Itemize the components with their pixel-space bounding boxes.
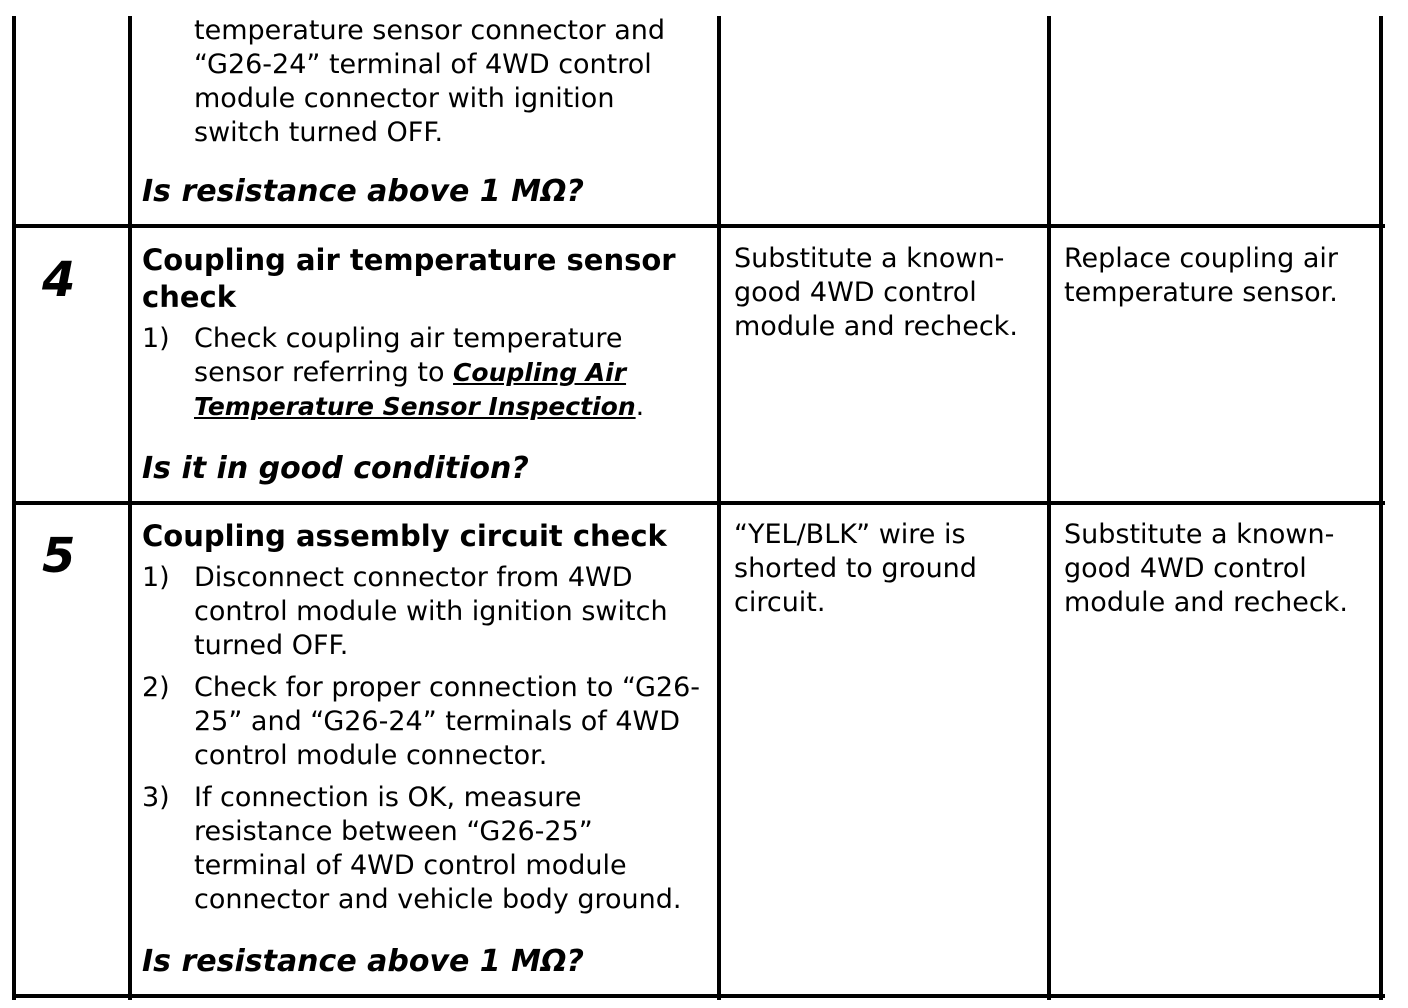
step-5-heading: Coupling assembly circuit check xyxy=(142,519,667,553)
table-border-bottom xyxy=(12,994,1385,998)
step-5-item-2 xyxy=(142,671,710,773)
item-number: 1) xyxy=(142,562,170,593)
item-text: If connection is OK, measure resistance between “G26-25” terminal of 4WD control module connector and vehicle body ground. xyxy=(194,782,682,915)
row-divider-1 xyxy=(12,224,1385,228)
step-number-5: 5 xyxy=(42,528,76,584)
row-question: Is resistance above 1 MΩ? xyxy=(142,944,584,979)
table-row-step-4 xyxy=(142,242,710,498)
item-number: 1) xyxy=(142,323,170,354)
table-divider-action xyxy=(717,16,721,1000)
coupling-air-temp-sensor-inspection-link[interactable]: Coupling Air Temperature Sensor Inspection xyxy=(194,358,636,421)
item-number: 3) xyxy=(142,782,170,813)
step-5-no-action: Substitute a known-good 4WD control module and recheck. xyxy=(1064,519,1348,618)
table-divider-step xyxy=(128,16,132,1000)
table-row-continuation xyxy=(142,14,710,220)
table-border-right xyxy=(1379,16,1383,1000)
step-5-yes-action: “YEL/BLK” wire is shorted to ground circuit. xyxy=(734,519,977,618)
step-5-item-1 xyxy=(142,561,710,663)
item-text: Disconnect connector from 4WD control module with ignition switch turned OFF. xyxy=(194,562,668,661)
step-number-4: 4 xyxy=(42,252,76,308)
table-divider-yes xyxy=(1047,16,1051,1000)
step-4-no-action: Replace coupling air temperature sensor. xyxy=(1064,243,1338,308)
step-4-yes-action: Substitute a known-good 4WD control module and recheck. xyxy=(734,243,1018,342)
row-question: Is resistance above 1 MΩ? xyxy=(142,174,584,209)
step-4-item-1 xyxy=(142,322,710,424)
table-row-step-5 xyxy=(142,518,710,992)
item-text: Check coupling air temperature sensor referring to xyxy=(194,323,623,388)
item-text: Check for proper connection to “G26-25” and “G26-24” terminals of 4WD control module connector. xyxy=(194,672,701,771)
table-border-left xyxy=(12,16,16,1000)
step-5-item-3 xyxy=(142,781,710,917)
item-number: 2) xyxy=(142,672,170,703)
row-question: Is it in good condition? xyxy=(142,451,529,486)
item-text-end: . xyxy=(635,391,645,422)
row-divider-2 xyxy=(12,501,1385,505)
continuation-text: temperature sensor connector and “G26-24” terminal of 4WD control module connector with ignition switch turned OFF. xyxy=(194,15,665,148)
step-4-heading: Coupling air temperature sensor check xyxy=(142,243,676,314)
